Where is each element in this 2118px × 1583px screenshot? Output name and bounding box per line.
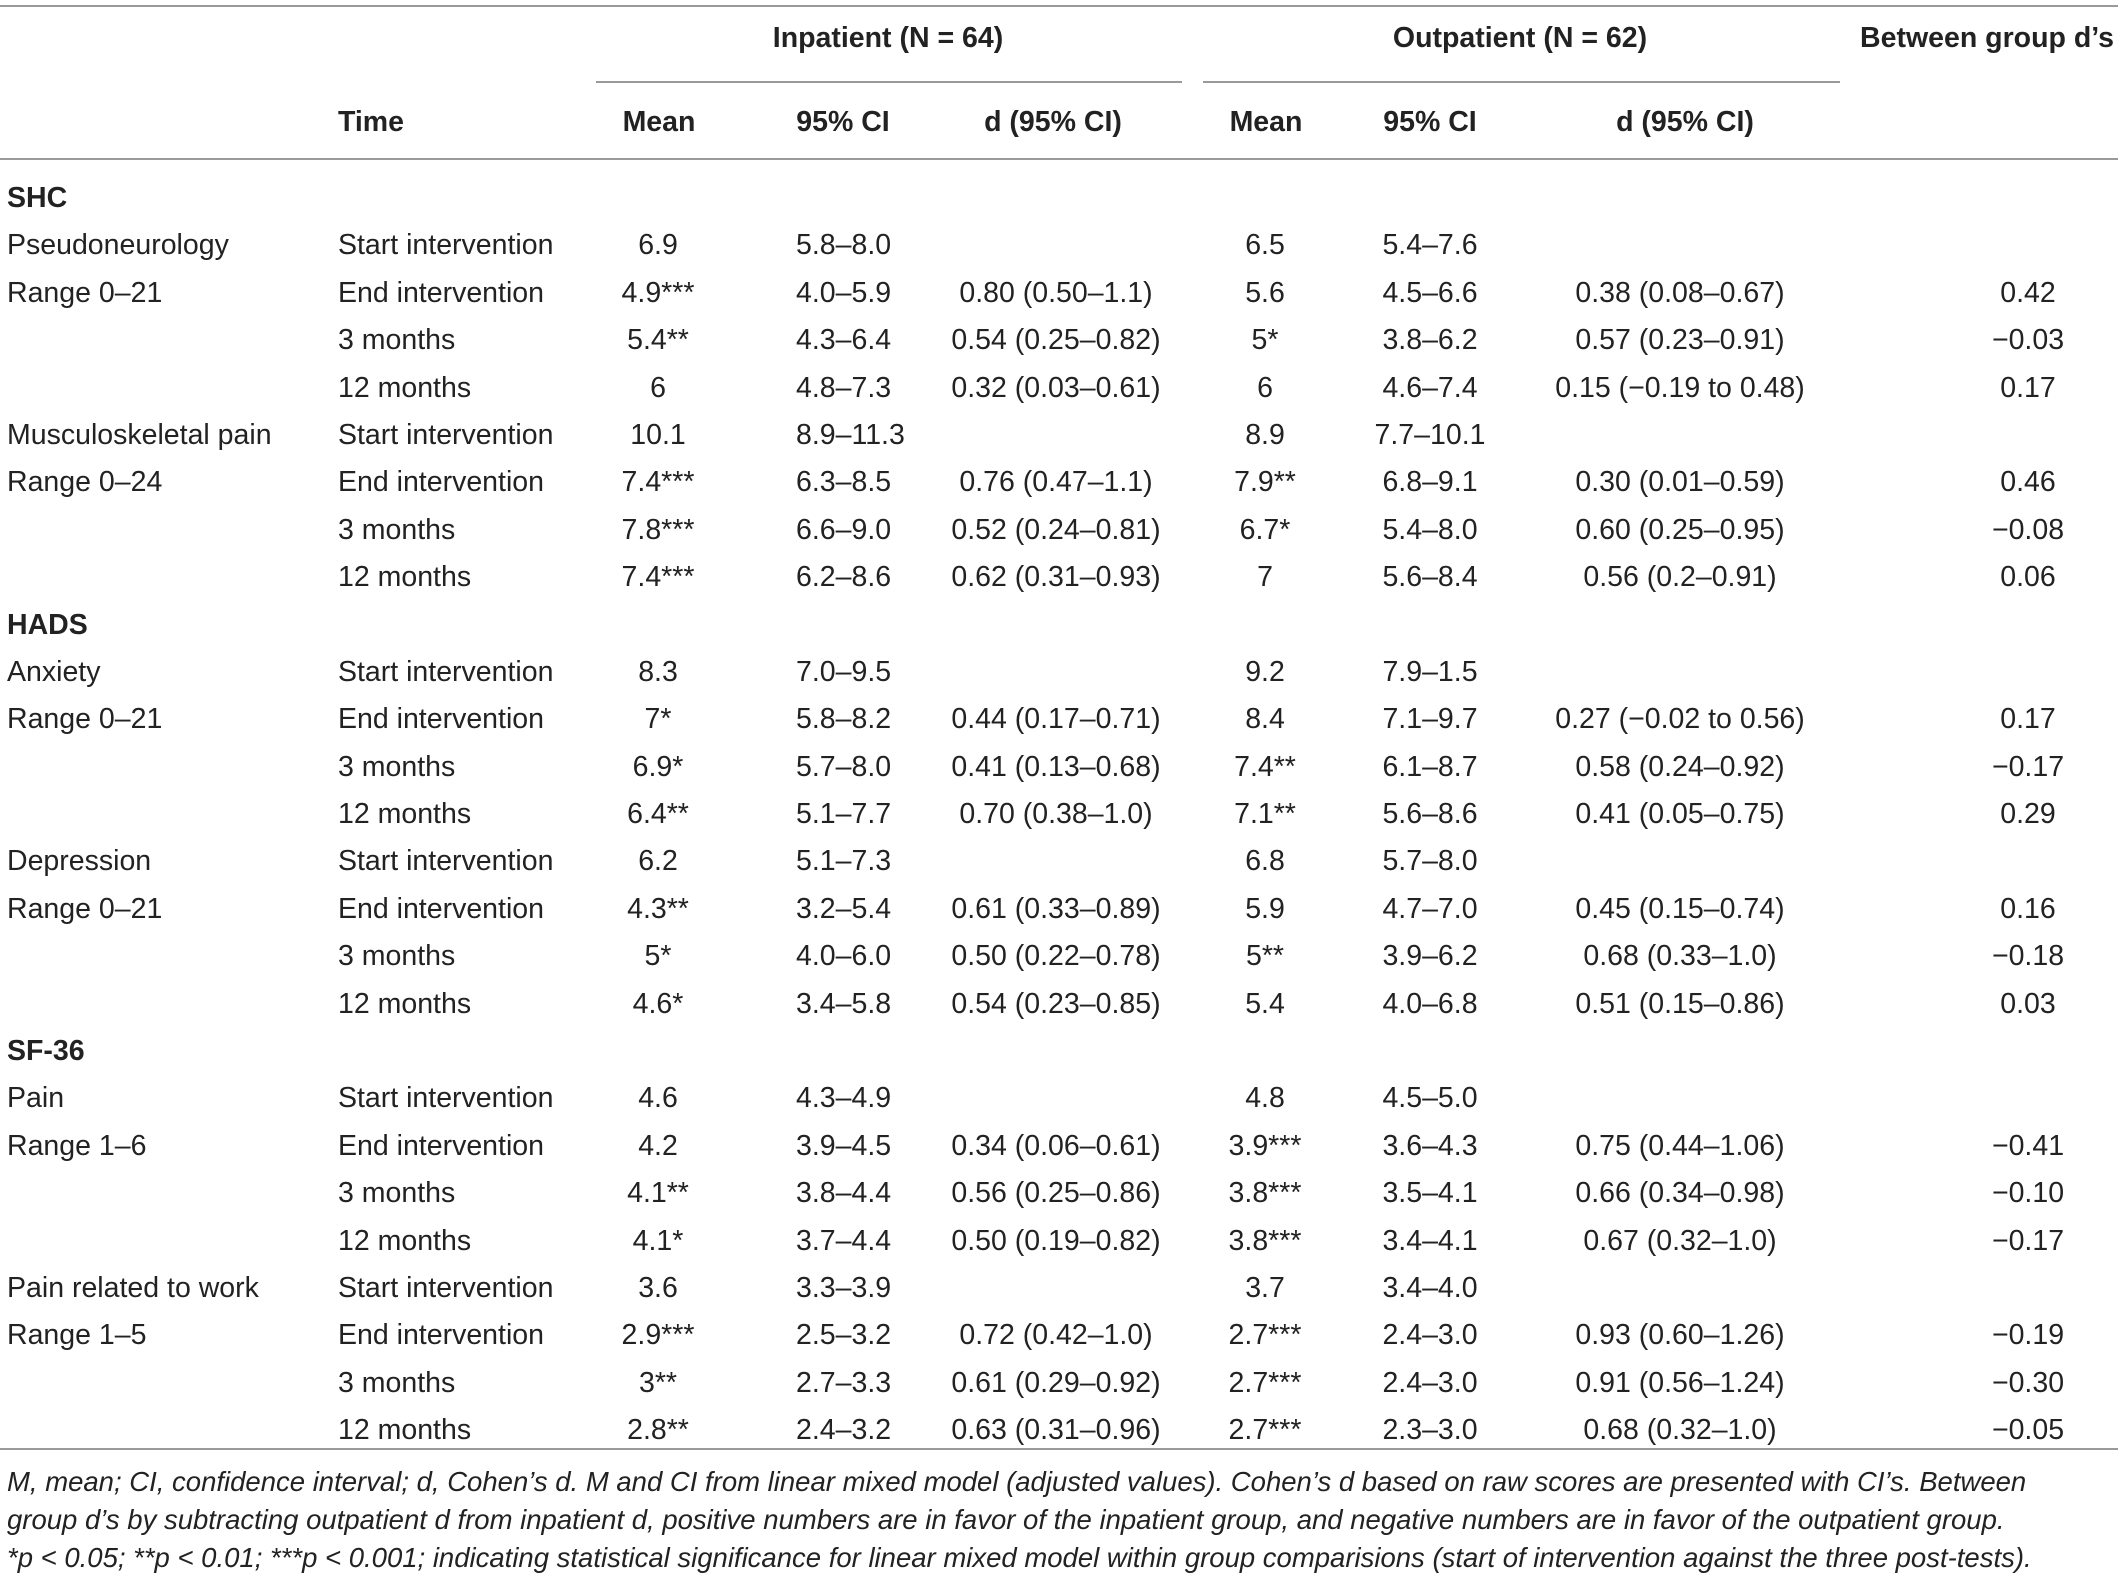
inpatient-ci-cell: 4.0–5.9: [796, 276, 892, 309]
row-label: Range 0–21: [7, 276, 163, 309]
outpatient-mean-cell: 3.8***: [1228, 1224, 1302, 1257]
table-row: [0, 1361, 2118, 1408]
outpatient-ci-cell: 3.9–6.2: [1382, 940, 1478, 973]
outpatient-mean-cell: 7.4**: [1234, 750, 1296, 783]
outpatient-mean-cell: 3.8***: [1228, 1177, 1302, 1210]
inpatient-mean-cell: 2.8**: [627, 1414, 689, 1447]
outpatient-mean-cell: 5.4: [1245, 987, 1285, 1020]
inpatient-mean-cell: 4.9***: [621, 276, 695, 309]
table-top-rule: [0, 5, 2118, 7]
inpatient-mean-cell: 6.2: [638, 845, 678, 878]
outpatient-ci-cell: 4.5–5.0: [1382, 1082, 1478, 1115]
table-row: [0, 934, 2118, 981]
inpatient-ci-cell: 4.8–7.3: [796, 371, 892, 404]
section-header-row: [0, 176, 2118, 223]
footnote-line: group d’s by subtracting outpatient d from inpatient d, positive numbers are in favor of the inpatient group, and negative numbers are in favor of the outpatient group.: [7, 1504, 2005, 1535]
outpatient-ci-cell: 7.7–10.1: [1374, 418, 1486, 451]
inpatient-d-cell: 0.32 (0.03–0.61): [951, 371, 1161, 404]
outpatient-ci-cell: 2.3–3.0: [1382, 1414, 1478, 1447]
row-label: Depression: [7, 845, 152, 878]
table-row: [0, 413, 2118, 460]
outpatient-mean-cell: 6.8: [1245, 845, 1285, 878]
outpatient-d-cell: 0.60 (0.25–0.95): [1575, 513, 1785, 546]
outpatient-ci-cell: 7.9–1.5: [1382, 655, 1478, 688]
inpatient-mean-cell: 4.6*: [632, 987, 684, 1020]
time-cell: 12 months: [338, 1224, 472, 1257]
time-cell: End intervention: [338, 1319, 544, 1352]
between-group-d-cell: −0.08: [1991, 513, 2065, 546]
inpatient-mean-cell: 6: [650, 371, 666, 404]
outpatient-d-cell: 0.56 (0.2–0.91): [1583, 561, 1777, 594]
time-cell: 12 months: [338, 561, 472, 594]
outpatient-d-cell: 0.27 (−0.02 to 0.56): [1555, 703, 1805, 736]
between-group-d-cell: 0.17: [2000, 371, 2056, 404]
table-row: [0, 650, 2118, 697]
section-label: SF-36: [7, 1035, 85, 1068]
table-row: [0, 839, 2118, 886]
outpatient-d-cell: 0.51 (0.15–0.86): [1575, 987, 1785, 1020]
outpatient-mean-cell: 8.4: [1245, 703, 1285, 736]
inpatient-d-cell: 0.50 (0.22–0.78): [951, 940, 1161, 973]
inpatient-d-cell: 0.44 (0.17–0.71): [951, 703, 1161, 736]
outpatient-ci-cell: 2.4–3.0: [1382, 1366, 1478, 1399]
time-cell: Start intervention: [338, 1271, 554, 1304]
inpatient-mean-cell: 3**: [638, 1366, 678, 1399]
outpatient-group-rule: [1203, 81, 1840, 83]
time-cell: Start intervention: [338, 229, 554, 262]
inpatient-mean-cell: 7.4***: [621, 561, 695, 594]
outpatient-d-cell: 0.45 (0.15–0.74): [1575, 892, 1785, 925]
outpatient-mean-cell: 3.9***: [1228, 1129, 1302, 1162]
inpatient-mean-cell: 7.4***: [621, 466, 695, 499]
inpatient-ci-cell: 6.3–8.5: [796, 466, 892, 499]
footnote-line: M, mean; CI, confidence interval; d, Cohen’s d. M and CI from linear mixed model (adjusted values). Cohen’s d based on raw scores are presented with CI’s. Between: [7, 1466, 2027, 1497]
outpatient-d-cell: 0.38 (0.08–0.67): [1575, 276, 1785, 309]
outpatient-mean-cell: 5.6: [1245, 276, 1285, 309]
outpatient-mean-cell: 2.7***: [1228, 1366, 1302, 1399]
time-cell: 3 months: [338, 324, 456, 357]
inpatient-mean-cell: 2.9***: [621, 1319, 695, 1352]
time-cell: 3 months: [338, 513, 456, 546]
outpatient-ci-cell: 3.8–6.2: [1382, 324, 1478, 357]
table-row: [0, 1124, 2118, 1171]
time-cell: End intervention: [338, 276, 544, 309]
time-cell: 3 months: [338, 1177, 456, 1210]
outpatient-ci-cell: 3.5–4.1: [1382, 1177, 1478, 1210]
table-row: [0, 1313, 2118, 1360]
outpatient-d-cell: 0.15 (−0.19 to 0.48): [1555, 371, 1805, 404]
inpatient-mean-cell: 10.1: [630, 418, 686, 451]
inpatient-ci-cell: 3.8–4.4: [796, 1177, 892, 1210]
outpatient-d-cell: 0.58 (0.24–0.92): [1575, 750, 1785, 783]
outpatient-ci-cell: 7.1–9.7: [1382, 703, 1478, 736]
outpatient-d-cell: 0.30 (0.01–0.59): [1575, 466, 1785, 499]
between-group-d-cell: −0.10: [1991, 1177, 2065, 1210]
outpatient-mean-cell: 5**: [1245, 940, 1285, 973]
inpatient-ci-cell: 3.9–4.5: [796, 1129, 892, 1162]
col-header-d-inpatient: d (95% CI): [984, 106, 1122, 138]
row-label: Range 1–6: [7, 1129, 147, 1162]
inpatient-d-cell: 0.70 (0.38–1.0): [959, 798, 1153, 831]
inpatient-ci-cell: 6.2–8.6: [796, 561, 892, 594]
outpatient-ci-cell: 5.6–8.4: [1382, 561, 1478, 594]
section-header-row: [0, 1029, 2118, 1076]
between-group-d-cell: 0.17: [2000, 703, 2056, 736]
outpatient-mean-cell: 7.9**: [1234, 466, 1296, 499]
inpatient-d-cell: 0.41 (0.13–0.68): [951, 750, 1161, 783]
outpatient-ci-cell: 5.4–8.0: [1382, 513, 1478, 546]
section-header-row: [0, 603, 2118, 650]
table-row: [0, 792, 2118, 839]
outpatient-mean-cell: 7.1**: [1234, 798, 1296, 831]
row-label: Range 0–21: [7, 892, 163, 925]
outpatient-d-cell: 0.67 (0.32–1.0): [1583, 1224, 1777, 1257]
inpatient-mean-cell: 6.9*: [632, 750, 684, 783]
between-group-d-cell: 0.46: [2000, 466, 2056, 499]
outpatient-ci-cell: 2.4–3.0: [1382, 1319, 1478, 1352]
group-header-outpatient: Outpatient (N = 62): [1392, 22, 1648, 54]
section-label: SHC: [7, 182, 68, 214]
time-cell: Start intervention: [338, 418, 554, 451]
time-cell: 12 months: [338, 371, 472, 404]
time-cell: Start intervention: [338, 1082, 554, 1115]
col-header-mean-inpatient: Mean: [622, 106, 696, 138]
between-group-d-cell: −0.03: [1991, 324, 2065, 357]
between-group-d-cell: −0.18: [1991, 940, 2065, 973]
outpatient-ci-cell: 5.4–7.6: [1382, 229, 1478, 262]
outpatient-mean-cell: 5.9: [1245, 892, 1285, 925]
inpatient-ci-cell: 4.3–6.4: [796, 324, 892, 357]
between-group-d-cell: 0.06: [2000, 561, 2056, 594]
inpatient-group-rule: [596, 81, 1182, 83]
header-bottom-rule: [0, 158, 2118, 160]
inpatient-mean-cell: 5*: [644, 940, 672, 973]
table-row: [0, 745, 2118, 792]
table-row: [0, 460, 2118, 507]
outpatient-ci-cell: 4.0–6.8: [1382, 987, 1478, 1020]
row-label: Pseudoneurology: [7, 229, 229, 262]
group-header-between: Between group d’s: [1860, 22, 2114, 54]
outpatient-ci-cell: 5.7–8.0: [1382, 845, 1478, 878]
outpatient-mean-cell: 6.7*: [1239, 513, 1291, 546]
time-cell: 3 months: [338, 940, 456, 973]
inpatient-mean-cell: 6.4**: [627, 798, 689, 831]
table-row: [0, 318, 2118, 365]
outpatient-d-cell: 0.93 (0.60–1.26): [1575, 1319, 1785, 1352]
inpatient-d-cell: 0.61 (0.33–0.89): [951, 892, 1161, 925]
row-label: Musculoskeletal pain: [7, 418, 272, 451]
table-row: [0, 887, 2118, 934]
between-group-d-cell: −0.30: [1991, 1366, 2065, 1399]
outpatient-mean-cell: 8.9: [1245, 418, 1285, 451]
col-header-ci-inpatient: 95% CI: [796, 106, 890, 138]
table-row: [0, 223, 2118, 270]
outpatient-mean-cell: 6: [1257, 371, 1273, 404]
outpatient-d-cell: 0.91 (0.56–1.24): [1575, 1366, 1785, 1399]
outpatient-mean-cell: 2.7***: [1228, 1414, 1302, 1447]
table-footnote: [7, 1463, 2111, 1577]
inpatient-ci-cell: 3.2–5.4: [796, 892, 892, 925]
inpatient-d-cell: 0.80 (0.50–1.1): [959, 276, 1153, 309]
outpatient-ci-cell: 3.4–4.0: [1382, 1271, 1478, 1304]
between-group-d-cell: 0.03: [2000, 987, 2056, 1020]
row-label: Pain related to work: [7, 1271, 259, 1304]
inpatient-ci-cell: 7.0–9.5: [796, 655, 892, 688]
time-cell: End intervention: [338, 703, 544, 736]
between-group-d-cell: 0.16: [2000, 892, 2056, 925]
inpatient-mean-cell: 6.9: [638, 229, 678, 262]
between-group-d-cell: 0.29: [2000, 798, 2056, 831]
time-cell: End intervention: [338, 466, 544, 499]
outpatient-mean-cell: 3.7: [1245, 1271, 1285, 1304]
outpatient-d-cell: 0.68 (0.32–1.0): [1583, 1414, 1777, 1447]
time-cell: Start intervention: [338, 655, 554, 688]
between-group-d-cell: −0.17: [1991, 750, 2065, 783]
section-label: HADS: [7, 608, 88, 641]
time-cell: End intervention: [338, 892, 544, 925]
inpatient-d-cell: 0.61 (0.29–0.92): [951, 1366, 1161, 1399]
inpatient-mean-cell: 4.2: [638, 1129, 678, 1162]
inpatient-mean-cell: 4.1*: [632, 1224, 684, 1257]
outpatient-d-cell: 0.66 (0.34–0.98): [1575, 1177, 1785, 1210]
outpatient-ci-cell: 4.7–7.0: [1382, 892, 1478, 925]
inpatient-d-cell: 0.54 (0.25–0.82): [951, 324, 1161, 357]
time-cell: End intervention: [338, 1129, 544, 1162]
inpatient-ci-cell: 3.4–5.8: [796, 987, 892, 1020]
inpatient-d-cell: 0.72 (0.42–1.0): [959, 1319, 1153, 1352]
inpatient-mean-cell: 7.8***: [621, 513, 695, 546]
outpatient-mean-cell: 9.2: [1245, 655, 1285, 688]
inpatient-mean-cell: 7*: [644, 703, 672, 736]
time-cell: 12 months: [338, 1414, 472, 1447]
table-row: [0, 1076, 2118, 1123]
outpatient-d-cell: 0.68 (0.33–1.0): [1583, 940, 1777, 973]
inpatient-d-cell: 0.76 (0.47–1.1): [959, 466, 1153, 499]
outpatient-mean-cell: 2.7***: [1228, 1319, 1302, 1352]
row-label: Pain: [7, 1082, 65, 1115]
outpatient-ci-cell: 4.5–6.6: [1382, 276, 1478, 309]
time-cell: 3 months: [338, 1366, 456, 1399]
time-cell: Start intervention: [338, 845, 554, 878]
inpatient-mean-cell: 8.3: [638, 655, 678, 688]
inpatient-ci-cell: 2.4–3.2: [796, 1414, 892, 1447]
between-group-d-cell: −0.17: [1991, 1224, 2065, 1257]
inpatient-ci-cell: 5.8–8.2: [796, 703, 892, 736]
row-label: Range 1–5: [7, 1319, 147, 1352]
outpatient-ci-cell: 3.6–4.3: [1382, 1129, 1478, 1162]
row-label: Range 0–21: [7, 703, 163, 736]
inpatient-mean-cell: 3.6: [638, 1271, 678, 1304]
col-header-ci-outpatient: 95% CI: [1383, 106, 1477, 138]
outpatient-ci-cell: 5.6–8.6: [1382, 798, 1478, 831]
between-group-d-cell: −0.19: [1991, 1319, 2065, 1352]
inpatient-ci-cell: 4.0–6.0: [796, 940, 892, 973]
table-bottom-rule: [0, 1448, 2118, 1450]
inpatient-ci-cell: 3.7–4.4: [796, 1224, 892, 1257]
row-label: Anxiety: [7, 655, 101, 688]
outpatient-d-cell: 0.57 (0.23–0.91): [1575, 324, 1785, 357]
outpatient-d-cell: 0.41 (0.05–0.75): [1575, 798, 1785, 831]
table-body: [0, 176, 2118, 1456]
col-header-mean-outpatient: Mean: [1229, 106, 1303, 138]
inpatient-d-cell: 0.56 (0.25–0.86): [951, 1177, 1161, 1210]
group-header-inpatient: Inpatient (N = 64): [772, 22, 1004, 54]
outpatient-mean-cell: 6.5: [1245, 229, 1285, 262]
outpatient-ci-cell: 4.6–7.4: [1382, 371, 1478, 404]
table-row: [0, 366, 2118, 413]
table-row: [0, 982, 2118, 1029]
inpatient-d-cell: 0.63 (0.31–0.96): [951, 1414, 1161, 1447]
outpatient-ci-cell: 6.1–8.7: [1382, 750, 1478, 783]
outpatient-mean-cell: 7: [1257, 561, 1273, 594]
inpatient-ci-cell: 4.3–4.9: [796, 1082, 892, 1115]
inpatient-ci-cell: 2.7–3.3: [796, 1366, 892, 1399]
inpatient-ci-cell: 6.6–9.0: [796, 513, 892, 546]
outpatient-ci-cell: 6.8–9.1: [1382, 466, 1478, 499]
inpatient-d-cell: 0.52 (0.24–0.81): [951, 513, 1161, 546]
table-row: [0, 1171, 2118, 1218]
col-header-d-outpatient: d (95% CI): [1616, 106, 1754, 138]
table-row: [0, 271, 2118, 318]
inpatient-mean-cell: 4.3**: [627, 892, 689, 925]
inpatient-ci-cell: 2.5–3.2: [796, 1319, 892, 1352]
col-header-time: Time: [338, 106, 405, 138]
time-cell: 12 months: [338, 798, 472, 831]
table-row: [0, 697, 2118, 744]
outpatient-mean-cell: 4.8: [1245, 1082, 1285, 1115]
time-cell: 12 months: [338, 987, 472, 1020]
table-row: [0, 555, 2118, 602]
inpatient-mean-cell: 4.6: [638, 1082, 678, 1115]
table-row: [0, 1219, 2118, 1266]
inpatient-d-cell: 0.54 (0.23–0.85): [951, 987, 1161, 1020]
outpatient-ci-cell: 3.4–4.1: [1382, 1224, 1478, 1257]
inpatient-ci-cell: 3.3–3.9: [796, 1271, 892, 1304]
inpatient-ci-cell: 5.8–8.0: [796, 229, 892, 262]
inpatient-mean-cell: 5.4**: [627, 324, 689, 357]
inpatient-d-cell: 0.62 (0.31–0.93): [951, 561, 1161, 594]
table-row: [0, 1266, 2118, 1313]
time-cell: 3 months: [338, 750, 456, 783]
row-label: Range 0–24: [7, 466, 163, 499]
between-group-d-cell: 0.42: [2000, 276, 2056, 309]
inpatient-ci-cell: 5.1–7.3: [796, 845, 892, 878]
table-row: [0, 508, 2118, 555]
inpatient-d-cell: 0.34 (0.06–0.61): [951, 1129, 1161, 1162]
outpatient-mean-cell: 5*: [1251, 324, 1279, 357]
between-group-d-cell: −0.05: [1991, 1414, 2065, 1447]
between-group-d-cell: −0.41: [1991, 1129, 2065, 1162]
inpatient-ci-cell: 5.7–8.0: [796, 750, 892, 783]
inpatient-ci-cell: 5.1–7.7: [796, 798, 892, 831]
inpatient-d-cell: 0.50 (0.19–0.82): [951, 1224, 1161, 1257]
inpatient-mean-cell: 4.1**: [627, 1177, 689, 1210]
inpatient-ci-cell: 8.9–11.3: [796, 418, 905, 451]
footnote-line: *p < 0.05; **p < 0.01; ***p < 0.001; indicating statistical significance for linear mixed model within group comparisions (start of intervention against the three post-tests).: [7, 1542, 2032, 1573]
outpatient-d-cell: 0.75 (0.44–1.06): [1575, 1129, 1785, 1162]
